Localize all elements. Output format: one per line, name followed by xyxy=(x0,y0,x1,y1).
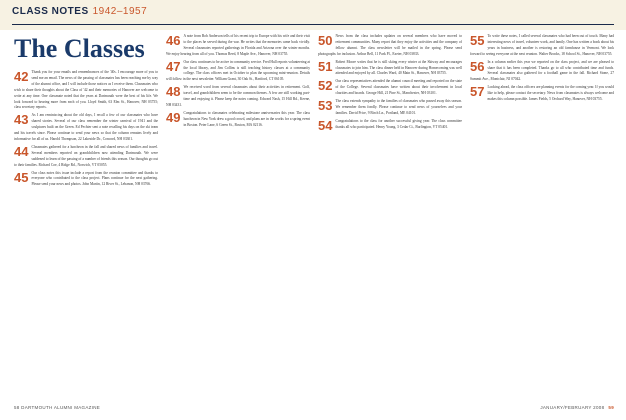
class-year: 51 xyxy=(318,58,333,74)
class-year: 43 xyxy=(14,112,29,128)
class-note-text: Robert Moore writes that he is still skiing every winter at the Skiway and encourages classmates to join him. The class dinner held in Hanover during Homecoming was well attended and enjoyed by all. Charles Ward, 40 Main St., Hanover, NH 03755. xyxy=(335,59,462,76)
class-note-text: We received word from several classmates about their activities in retirement. Golf, travel, and grandchildren seem to be the common themes. A few are still working part-time and enjoying it. Please keep the notes coming. Edward Nash, 15 Hill Rd., Keene, NH 03431. xyxy=(166,85,310,107)
class-year: 55 xyxy=(470,34,485,48)
class-entry xyxy=(166,34,310,58)
class-note-text: As I am reminiscing about the old days, I recall a few of our classmates who have shared stories. Several of our class remember the winter carnival of 1941 and the sculptures built on the Green. Ed Pechter sent a note recalling his days on the ski team and his travels since. Please continue to send your news so that the column remains lively and informative for all of us. Harold Thompson, 22 Lakeside Dr., Concord, NH 03301. xyxy=(14,113,158,141)
class-entry xyxy=(318,79,462,97)
class-year: 57 xyxy=(470,84,485,100)
class-year: 50 xyxy=(318,34,333,48)
class-entry xyxy=(14,113,158,143)
footer-left xyxy=(14,405,100,410)
class-note-text: Thank you for your emails and remembrances of the '40s. I encourage more of you to send me an email. The news of the passing of classmates has been reaching me by way of the alumni office, and I will include those notices as I receive them. Classmates who wish to share their thoughts about the Class of '42 and their memories of Hanover are welcome to write at any time. One classmate noted that the years at Dartmouth were the best of his life. We look forward to hearing more from each of you. Lloyd Smith, 63 Elm St., Hanover, NH 03755; class secretary reports. xyxy=(14,70,158,110)
class-year: 42 xyxy=(14,70,29,84)
class-note-text: To write these notes, I called several classmates who had been out of touch. Many had interesting news of travel, volunteer work, and family. One has written a book about his years in business, and another is restoring an old farmhouse in Vermont. We look forward to seeing everyone at the next reunion. Walter Brooks, 18 School St., Hanover, NH 03755. xyxy=(470,34,614,56)
class-note-text: Our class continues to be active in community service. Fred Hall reports volunteering at the local library, and Jim Collins is still teaching history classes at a community college. The class officers met in October to plan the upcoming mini-reunion. Details will follow in the next newsletter. William Grant, 30 Oak St., Hartford, CT 06105. xyxy=(166,59,310,82)
column-1 xyxy=(14,70,158,404)
footer-right xyxy=(540,405,614,410)
class-entry xyxy=(470,85,614,103)
class-entry xyxy=(470,60,614,84)
column-3 xyxy=(318,34,462,404)
class-year: 52 xyxy=(318,78,333,94)
footer-publication: DARTMOUTH ALUMNI MAGAZINE xyxy=(21,405,101,410)
class-year: 54 xyxy=(318,117,333,133)
class-year: 46 xyxy=(166,34,181,48)
class-entry xyxy=(166,60,310,84)
class-entry xyxy=(14,70,158,111)
column-4 xyxy=(470,34,614,404)
class-note-text: A note from Bob Anderson tells of his recent trip to Europe with his wife and their visit to the places he served during the war. He writes that the memories came back vividly. Several classmates reported gatherings in Florida and Arizona over the winter months. We enjoy hearing from all of you. Thomas Reed, 8 Maple Ave., Hanover, NH 03755. xyxy=(166,34,310,56)
class-entry xyxy=(166,85,310,109)
class-note-text: Classmates gathered for a luncheon in the fall and shared news of families and travel. Several members reported on grandchildren now attending Dartmouth. We were saddened to learn of the passing of a number of friends this season. Our thoughts go out to their families. Richard Coe, 4 Ridge Rd., Norwich, VT 05055. xyxy=(14,144,158,167)
class-entry xyxy=(318,119,462,131)
column-2 xyxy=(166,34,310,404)
section-years: 1942–1957 xyxy=(92,6,148,17)
class-entry xyxy=(470,34,614,58)
section-label: CLASS NOTES xyxy=(12,6,89,17)
class-year: 56 xyxy=(470,58,485,74)
header-rule xyxy=(12,24,614,25)
class-entry xyxy=(14,145,158,169)
class-year: 47 xyxy=(166,58,181,74)
class-entry xyxy=(318,60,462,78)
class-year: 45 xyxy=(14,169,29,185)
class-year: 44 xyxy=(14,143,29,159)
class-note-text: Congratulations to the class for another successful giving year. The class committee thanks all who participated. Henry Young, 3 Cedar Ct., Burlington, VT 05401. xyxy=(335,118,462,129)
class-note-text: Our class notes this issue include a report from the reunion committee and thanks to everyone who contributed to the class project. Plans continue for the next gathering. Please send your news and photos. John Martin, 12 River St., Lebanon, NH 03766. xyxy=(31,170,158,187)
class-entry xyxy=(14,171,158,189)
class-entry xyxy=(318,99,462,117)
section-header xyxy=(12,6,147,17)
class-year: 48 xyxy=(166,84,181,100)
footer-date: JANUARY/FEBRUARY 2008 xyxy=(540,405,605,410)
class-note-text: Congratulations to classmates celebrating milestone anniversaries this year. The class luncheon in New York drew a good crowd, and plans are in the works for a spring event in Boston. Peter Lane, 6 Green St., Boston, MA 02116. xyxy=(183,110,310,127)
class-note-text: Our class representatives attended the alumni council meeting and reported on the state of the College. Several classmates have written about their involvement in local charities and boards. George Hill, 21 Pine St., Manchester, NH 03101. xyxy=(335,79,462,96)
footer-page-left: 58 xyxy=(14,405,20,410)
class-entry xyxy=(318,34,462,58)
class-year: 49 xyxy=(166,109,181,125)
class-note-text: Looking ahead, the class officers are planning events for the coming year. If you would like to help, please contact the secretary. News from classmates is always welcome and makes this column possible. James Fields, 5 Orchard Way, Hanover, NH 03755. xyxy=(487,85,614,102)
footer-page-right: 59 xyxy=(608,405,614,410)
page-title: The Classes xyxy=(14,34,145,63)
class-note-text: The class extends sympathy to the families of classmates who passed away this season. We remember them fondly. Please continue to send news of yourselves and your families. David Price, 9 Birch Ln., Portland, ME 04101. xyxy=(335,99,462,115)
class-year: 53 xyxy=(318,98,333,114)
class-entry xyxy=(166,111,310,129)
class-note-text: In a column earlier this year we reported on the class project, and we are pleased to share that it has been completed. Thanks go to all who contributed time and funds. Several classmates also gathered for a football game in the fall. Richard Stone, 27 Summit Ave., Montclair, NJ 07042. xyxy=(470,59,614,82)
class-note-text: News from the class includes updates on several members who have moved to retirement communities. Many report that they enjoy the activities and the company of fellow alumni. The class newsletter will be mailed in the spring. Please send photographs for inclusion. Arthur Bell, 11 Park Pl., Exeter, NH 03833. xyxy=(318,34,462,56)
